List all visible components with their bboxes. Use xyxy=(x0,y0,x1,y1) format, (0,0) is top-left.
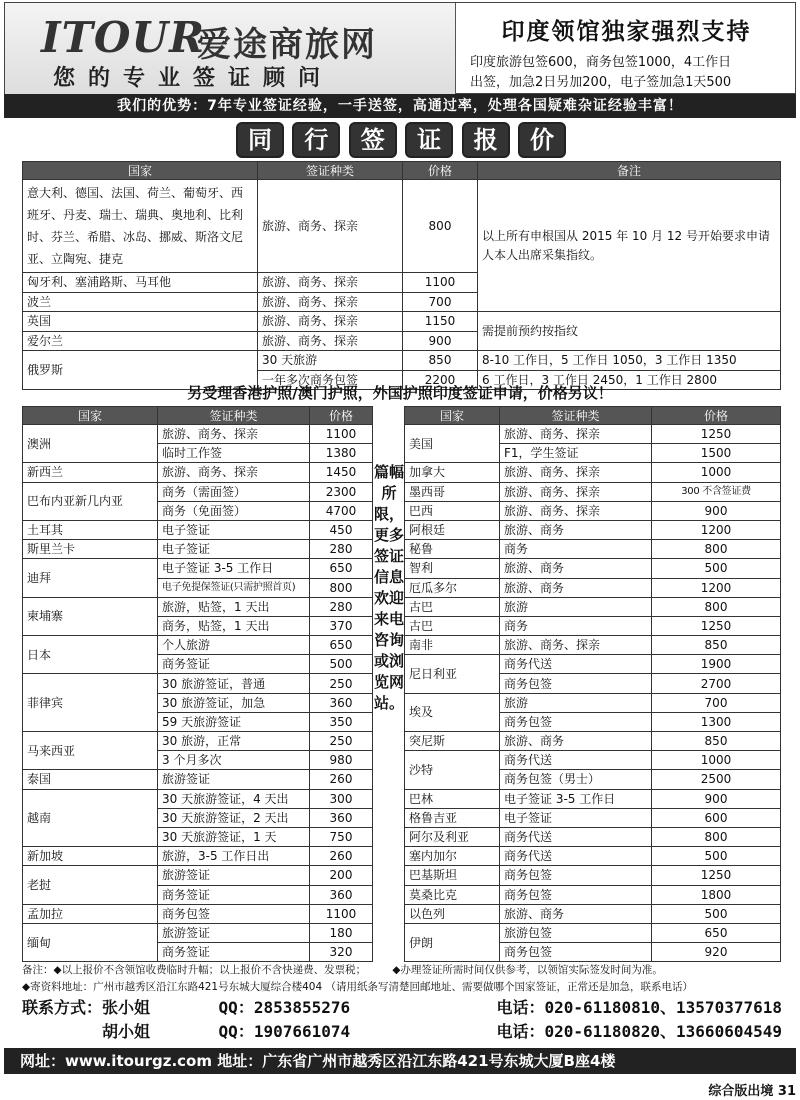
country-cell: 突尼斯 xyxy=(405,732,500,751)
title-char: 签 xyxy=(349,122,397,158)
price-cell: 1380 xyxy=(310,444,373,463)
price-cell: 1000 xyxy=(652,463,781,482)
contact-name: 胡小姐 xyxy=(102,1022,151,1041)
logo-area xyxy=(5,3,455,95)
visa-type-cell: 商务包签（男士） xyxy=(500,770,652,789)
price-cell: 1800 xyxy=(652,885,781,904)
country-cell: 新加坡 xyxy=(23,847,158,866)
vertical-note: 篇幅所限，更多签证信息欢迎来电咨询或浏览网站。 xyxy=(374,463,405,712)
price-cell: 800 xyxy=(652,827,781,846)
country-cell: 英国 xyxy=(23,312,258,332)
price-cell: 4700 xyxy=(310,501,373,520)
table-row xyxy=(405,904,781,923)
country-cell: 尼日利亚 xyxy=(405,655,500,693)
country-cell: 南非 xyxy=(405,636,500,655)
table-row xyxy=(23,904,373,923)
country-cell: 阿根廷 xyxy=(405,520,500,539)
table-row xyxy=(405,847,781,866)
india-promo xyxy=(455,3,796,95)
visa-type-cell: 旅游、商务 xyxy=(500,559,652,578)
visa-type-cell: 商务包签 xyxy=(500,885,652,904)
table-row xyxy=(405,789,781,808)
country-cell: 格鲁吉亚 xyxy=(405,808,500,827)
table-row xyxy=(23,866,373,885)
price-cell: 700 xyxy=(403,292,478,312)
table-row xyxy=(23,732,373,751)
country-cell: 巴林 xyxy=(405,789,500,808)
title-char: 价 xyxy=(518,122,566,158)
visa-type-cell: 30 天旅游签证，2 天出 xyxy=(158,808,310,827)
country-cell: 孟加拉 xyxy=(23,904,158,923)
note-cell: 6 工作日，3 工作日 2450，1 工作日 2800 xyxy=(478,370,781,390)
contact-qq: QQ：2853855276 xyxy=(218,998,351,1017)
price-cell: 900 xyxy=(403,331,478,351)
price-cell: 1000 xyxy=(652,751,781,770)
visa-type-cell: 电子签证 xyxy=(158,520,310,539)
price-cell: 800 xyxy=(652,540,781,559)
visa-type-cell: 旅游、商务、探亲 xyxy=(158,425,310,444)
visa-type-cell: 旅游、商务、探亲 xyxy=(258,180,403,273)
visa-type-cell: 旅游 xyxy=(500,693,652,712)
column-header: 国家 xyxy=(23,407,158,425)
visa-type-cell: 商务代送 xyxy=(500,655,652,674)
column-header: 价格 xyxy=(310,407,373,425)
country-cell: 澳洲 xyxy=(23,425,158,463)
visa-type-cell: 电子签证 3-5 工作日 xyxy=(500,789,652,808)
price-cell: 2700 xyxy=(652,674,781,693)
visa-type-cell: 3 个月多次 xyxy=(158,751,310,770)
price-cell: 800 xyxy=(310,578,373,597)
table-row xyxy=(405,463,781,482)
price-cell: 2300 xyxy=(310,482,373,501)
table-row xyxy=(23,923,373,942)
price-cell: 650 xyxy=(652,923,781,942)
contact-info xyxy=(22,996,782,1044)
country-cell: 柬埔寨 xyxy=(23,597,158,635)
price-cell: 2200 xyxy=(403,370,478,390)
contact-phone: 电话：020-61180820、13660604549 xyxy=(496,1022,782,1041)
price-cell: 1250 xyxy=(652,866,781,885)
table-row xyxy=(405,520,781,539)
price-cell: 280 xyxy=(310,540,373,559)
country-cell: 马来西亚 xyxy=(23,732,158,770)
column-header: 价格 xyxy=(652,407,781,425)
price-cell: 850 xyxy=(652,732,781,751)
notes xyxy=(22,962,782,996)
table-body xyxy=(23,425,373,962)
visa-type-cell: 30 旅游签证，普通 xyxy=(158,674,310,693)
contact-qq: QQ：1907661074 xyxy=(218,1022,351,1041)
table-row xyxy=(405,751,781,770)
india-promo-line2: 出签，加急2日另加200，电子签加急1天500 xyxy=(470,75,732,90)
note-cell: 需提前预约按指纹 xyxy=(478,312,781,351)
price-cell: 370 xyxy=(310,616,373,635)
price-cell: 650 xyxy=(310,636,373,655)
country-cell: 巴基斯坦 xyxy=(405,866,500,885)
contact-row xyxy=(22,1020,782,1044)
price-cell: 920 xyxy=(652,943,781,962)
asia-price-table xyxy=(22,406,373,962)
price-cell: 280 xyxy=(310,597,373,616)
country-cell: 越南 xyxy=(23,789,158,847)
title-char: 证 xyxy=(405,122,453,158)
country-cell: 古巴 xyxy=(405,616,500,635)
note-line: 备注：◆以上报价不含领馆收费临时升幅；以上报价不含快递费、发票税； ◆办理签证所需时间仅供参考，以领馆实际签发时间为准。 xyxy=(22,964,663,976)
visa-type-cell: 旅游、商务 xyxy=(500,520,652,539)
price-cell: 180 xyxy=(310,923,373,942)
visa-type-cell: 30 旅游签证，加急 xyxy=(158,693,310,712)
table-row xyxy=(23,463,373,482)
price-cell: 2500 xyxy=(652,770,781,789)
visa-type-cell: 旅游、商务、探亲 xyxy=(500,463,652,482)
brand-logo-cn: 爱途商旅网 xyxy=(197,25,377,65)
india-promo-line1: 印度旅游包签600，商务包签1000，4工作日 xyxy=(470,55,732,70)
price-cell: 300 不含签证费 xyxy=(652,482,781,501)
price-cell: 500 xyxy=(652,904,781,923)
contact-phone: 电话：020-61180810、13570377618 xyxy=(496,998,782,1017)
price-cell: 250 xyxy=(310,732,373,751)
table-body xyxy=(405,425,781,962)
visa-type-cell: 旅游签证 xyxy=(158,770,310,789)
visa-type-cell: 30 天旅游签证，4 天出 xyxy=(158,789,310,808)
table-row xyxy=(405,923,781,942)
visa-type-cell: F1，学生签证 xyxy=(500,444,652,463)
visa-type-cell: 旅游、商务、探亲 xyxy=(258,331,403,351)
visa-type-cell: 商务代送 xyxy=(500,751,652,770)
table-row xyxy=(23,847,373,866)
table-row xyxy=(405,425,781,444)
table-row xyxy=(405,808,781,827)
price-cell: 650 xyxy=(310,559,373,578)
price-cell: 800 xyxy=(403,180,478,273)
country-cell: 沙特 xyxy=(405,751,500,789)
page-number: 综合版出境 31 xyxy=(708,1084,796,1099)
country-cell: 新西兰 xyxy=(23,463,158,482)
country-cell: 美国 xyxy=(405,425,500,463)
country-cell: 莫桑比克 xyxy=(405,885,500,904)
column-header: 国家 xyxy=(23,162,258,180)
price-cell: 1150 xyxy=(403,312,478,332)
price-cell: 1100 xyxy=(403,273,478,293)
table-row xyxy=(23,180,781,273)
country-cell: 泰国 xyxy=(23,770,158,789)
price-cell: 320 xyxy=(310,943,373,962)
country-cell: 波兰 xyxy=(23,292,258,312)
country-cell: 墨西哥 xyxy=(405,482,500,501)
country-cell: 阿尔及利亚 xyxy=(405,827,500,846)
price-cell: 1250 xyxy=(652,616,781,635)
table-row xyxy=(405,655,781,674)
visa-type-cell: 旅游、商务 xyxy=(500,904,652,923)
table-row xyxy=(23,559,373,578)
price-cell: 1300 xyxy=(652,712,781,731)
visa-type-cell: 旅游、商务 xyxy=(500,578,652,597)
table-row xyxy=(405,559,781,578)
country-cell: 俄罗斯 xyxy=(23,351,258,390)
country-cell: 塞内加尔 xyxy=(405,847,500,866)
country-cell: 厄瓜多尔 xyxy=(405,578,500,597)
price-cell: 200 xyxy=(310,866,373,885)
contact-label: 联系方式： xyxy=(22,998,103,1017)
visa-type-cell: 30 天旅游签证，1 天 xyxy=(158,827,310,846)
mailing-address: ◆寄资料地址：广州市越秀区沿江东路421号东城大厦综合楼404 （请用纸条写清楚回邮地址、需要做哪个国家签证，正常还是加急，联系电话） xyxy=(22,981,693,993)
column-header: 签证种类 xyxy=(258,162,403,180)
visa-type-cell: 临时工作签 xyxy=(158,444,310,463)
title-char: 报 xyxy=(462,122,510,158)
price-cell: 360 xyxy=(310,808,373,827)
visa-type-cell: 旅游签证 xyxy=(158,923,310,942)
visa-type-cell: 旅游、商务、探亲 xyxy=(258,273,403,293)
price-cell: 1100 xyxy=(310,904,373,923)
country-cell: 巴西 xyxy=(405,501,500,520)
country-cell: 伊朗 xyxy=(405,923,500,961)
visa-type-cell: 旅游、商务、探亲 xyxy=(258,292,403,312)
price-cell: 980 xyxy=(310,751,373,770)
price-cell: 260 xyxy=(310,847,373,866)
column-header: 签证种类 xyxy=(500,407,652,425)
price-cell: 900 xyxy=(652,789,781,808)
table-row xyxy=(405,482,781,501)
table-header-row xyxy=(23,407,373,425)
table-row xyxy=(23,351,781,371)
country-cell: 老挝 xyxy=(23,866,158,904)
americas-africa-price-table xyxy=(404,406,781,962)
price-cell: 1100 xyxy=(310,425,373,444)
price-cell: 1200 xyxy=(652,578,781,597)
table-header-row xyxy=(23,162,781,180)
country-cell: 巴布内亚新几内亚 xyxy=(23,482,158,520)
visa-type-cell: 旅游、商务、探亲 xyxy=(500,425,652,444)
table-row xyxy=(23,425,373,444)
visa-type-cell: 电子签证 3-5 工作日 xyxy=(158,559,310,578)
country-cell: 迪拜 xyxy=(23,559,158,597)
table-row xyxy=(405,827,781,846)
price-cell: 1900 xyxy=(652,655,781,674)
country-cell: 加拿大 xyxy=(405,463,500,482)
visa-type-cell: 电子免提保签证(只需护照首页) xyxy=(158,578,310,597)
country-cell: 秘鲁 xyxy=(405,540,500,559)
price-cell: 500 xyxy=(652,847,781,866)
visa-type-cell: 商务，贴签，1 天出 xyxy=(158,616,310,635)
visa-type-cell: 商务（需面签） xyxy=(158,482,310,501)
price-cell: 600 xyxy=(652,808,781,827)
table-row xyxy=(405,578,781,597)
visa-type-cell: 商务包签 xyxy=(158,904,310,923)
table-row xyxy=(405,501,781,520)
price-cell: 260 xyxy=(310,770,373,789)
visa-type-cell: 59 天旅游签证 xyxy=(158,712,310,731)
price-cell: 300 xyxy=(310,789,373,808)
advantage-banner: 我们的优势：7年专业签证经验，一手送签，高通过率，处理各国疑难杂证经验丰富！ xyxy=(4,94,796,118)
country-cell: 智利 xyxy=(405,559,500,578)
table-row xyxy=(405,636,781,655)
sub-banner: 另受理香港护照/澳门护照，外国护照印度签证申请，价格另议！ xyxy=(187,384,613,402)
header xyxy=(4,2,796,94)
visa-type-cell: 旅游签证 xyxy=(158,866,310,885)
table-row xyxy=(23,636,373,655)
price-cell: 1450 xyxy=(310,463,373,482)
price-cell: 500 xyxy=(652,559,781,578)
table-row xyxy=(23,312,781,332)
country-cell: 日本 xyxy=(23,636,158,674)
visa-type-cell: 旅游、商务、探亲 xyxy=(158,463,310,482)
contact-name: 张小姐 xyxy=(102,998,151,1017)
country-cell: 埃及 xyxy=(405,693,500,731)
footer-address: 网址：www.itourgz.com 地址：广东省广州市越秀区沿江东路421号东城大厦B座4楼 xyxy=(4,1048,796,1074)
visa-type-cell: 30 旅游，正常 xyxy=(158,732,310,751)
price-cell: 1500 xyxy=(652,444,781,463)
price-cell: 450 xyxy=(310,520,373,539)
visa-type-cell: 商务 xyxy=(500,540,652,559)
price-cell: 1250 xyxy=(652,425,781,444)
india-promo-title: 印度领馆独家强烈支持 xyxy=(501,19,752,45)
price-cell: 850 xyxy=(652,636,781,655)
price-cell: 500 xyxy=(310,655,373,674)
country-cell: 意大利、德国、法国、荷兰、葡萄牙、西班牙、丹麦、瑞士、瑞典、奥地利、比利时、芬兰、希腊、冰岛、挪威、斯洛文尼亚、立陶宛、捷克 xyxy=(23,180,258,273)
note-cell: 8-10 工作日，5 工作日 1050，3 工作日 1350 xyxy=(478,351,781,371)
column-header: 备注 xyxy=(478,162,781,180)
table-row xyxy=(405,885,781,904)
contact-row xyxy=(22,996,782,1020)
country-cell: 斯里兰卡 xyxy=(23,540,158,559)
country-cell: 匈牙利、塞浦路斯、马耳他 xyxy=(23,273,258,293)
title-char: 行 xyxy=(292,122,340,158)
visa-type-cell: 商务 xyxy=(500,616,652,635)
price-cell: 700 xyxy=(652,693,781,712)
visa-type-cell: 电子签证 xyxy=(158,540,310,559)
table-row xyxy=(23,597,373,616)
europe-price-table xyxy=(22,161,781,390)
visa-type-cell: 商务签证 xyxy=(158,943,310,962)
country-cell: 以色列 xyxy=(405,904,500,923)
price-cell: 750 xyxy=(310,827,373,846)
visa-type-cell: 旅游、商务 xyxy=(500,732,652,751)
table-row xyxy=(23,674,373,693)
price-cell: 850 xyxy=(403,351,478,371)
price-cell: 360 xyxy=(310,885,373,904)
visa-type-cell: 旅游、商务、探亲 xyxy=(500,636,652,655)
country-cell: 菲律宾 xyxy=(23,674,158,732)
price-cell: 250 xyxy=(310,674,373,693)
visa-type-cell: 电子签证 xyxy=(500,808,652,827)
title-char: 同 xyxy=(236,122,284,158)
price-cell: 800 xyxy=(652,597,781,616)
column-header: 签证种类 xyxy=(158,407,310,425)
note-cell: 以上所有申根国从 2015 年 10 月 12 号开始要求申请人本人出席采集指纹。 xyxy=(478,180,781,312)
country-cell: 土耳其 xyxy=(23,520,158,539)
visa-type-cell: 商务包签 xyxy=(500,674,652,693)
visa-type-cell: 商务包签 xyxy=(500,712,652,731)
visa-type-cell: 一年多次商务包签 xyxy=(258,370,403,390)
brand-slogan: 您的专业签证顾问 xyxy=(53,65,334,91)
table-row xyxy=(23,789,373,808)
table-row xyxy=(23,520,373,539)
column-header: 价格 xyxy=(403,162,478,180)
table-row xyxy=(23,482,373,501)
visa-type-cell: 30 天旅游 xyxy=(258,351,403,371)
visa-type-cell: 个人旅游 xyxy=(158,636,310,655)
price-cell: 1200 xyxy=(652,520,781,539)
visa-type-cell: 旅游，贴签，1 天出 xyxy=(158,597,310,616)
price-cell: 360 xyxy=(310,693,373,712)
country-cell: 爱尔兰 xyxy=(23,331,258,351)
price-cell: 900 xyxy=(652,501,781,520)
visa-type-cell: 旅游、商务、探亲 xyxy=(258,312,403,332)
brand-logo-en: ITOUR xyxy=(41,13,206,62)
visa-type-cell: 旅游包签 xyxy=(500,923,652,942)
visa-type-cell: 商务代送 xyxy=(500,847,652,866)
table-row xyxy=(405,866,781,885)
visa-type-cell: 商务包签 xyxy=(500,943,652,962)
visa-type-cell: 商务签证 xyxy=(158,655,310,674)
table-row xyxy=(405,732,781,751)
table-row xyxy=(23,770,373,789)
visa-type-cell: 旅游、商务、探亲 xyxy=(500,482,652,501)
price-cell: 350 xyxy=(310,712,373,731)
table-row xyxy=(405,597,781,616)
visa-type-cell: 旅游、商务、探亲 xyxy=(500,501,652,520)
table-row xyxy=(405,540,781,559)
visa-type-cell: 商务（免面签） xyxy=(158,501,310,520)
column-header: 国家 xyxy=(405,407,500,425)
table-header-row xyxy=(405,407,781,425)
table-row xyxy=(23,540,373,559)
visa-type-cell: 旅游 xyxy=(500,597,652,616)
visa-type-cell: 商务包签 xyxy=(500,866,652,885)
table-row xyxy=(405,693,781,712)
table-row xyxy=(405,616,781,635)
country-cell: 缅甸 xyxy=(23,923,158,961)
visa-type-cell: 商务代送 xyxy=(500,827,652,846)
section-title xyxy=(236,122,566,160)
country-cell: 古巴 xyxy=(405,597,500,616)
visa-type-cell: 商务签证 xyxy=(158,885,310,904)
visa-type-cell: 旅游，3-5 工作日出 xyxy=(158,847,310,866)
